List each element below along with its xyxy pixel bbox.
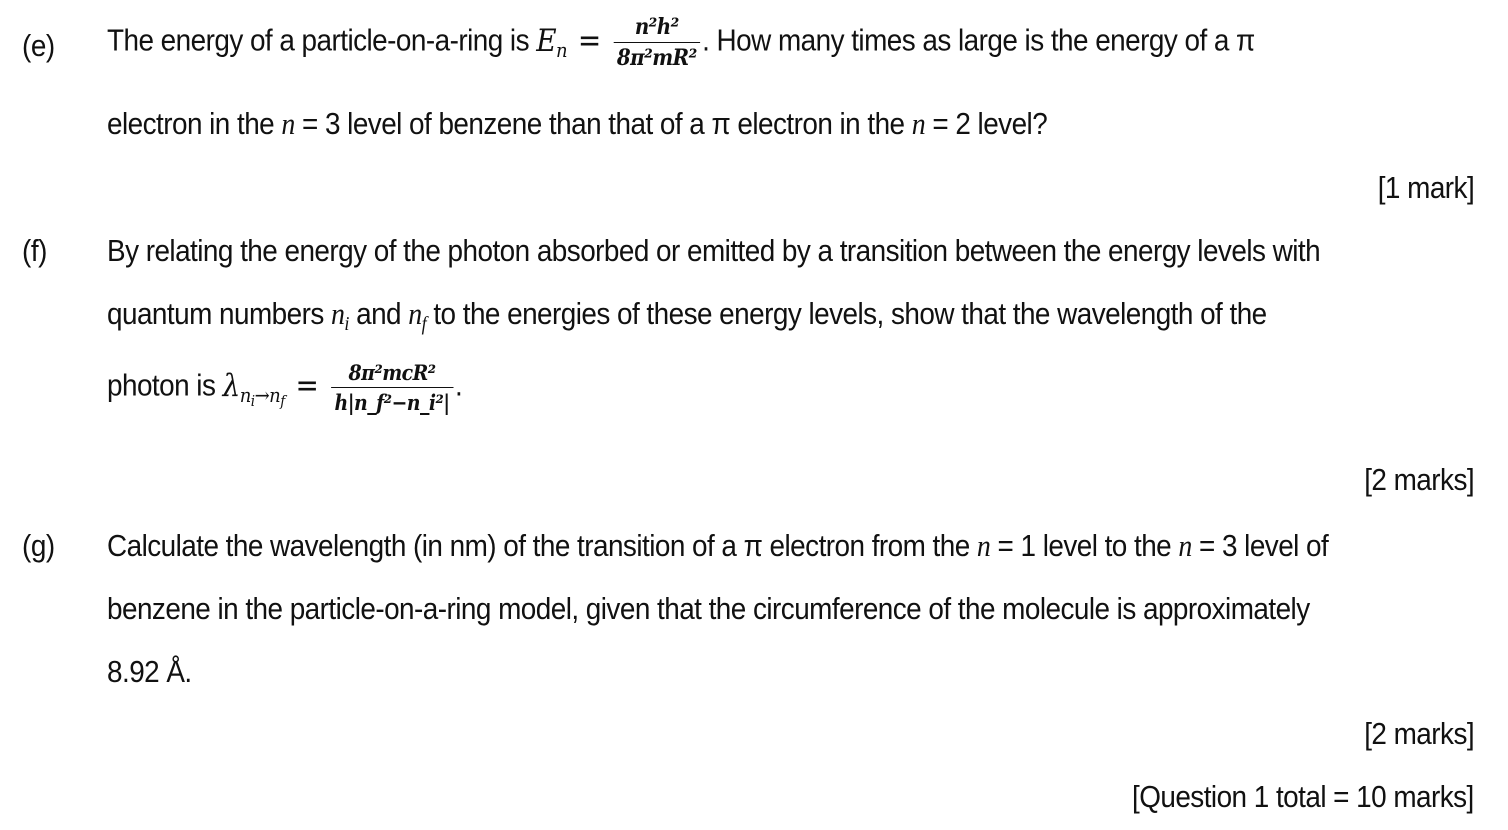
question-f-line-1: By relating the energy of the photon absorbed or emitted by a transition between the energy levels with: [107, 233, 1321, 268]
wavelength-formula-fraction: $\frac{\text{8π²mcR²}}{\text{h|n\_f²−n\_i²|}}$: [331, 360, 453, 415]
question-e-line-1: The energy of a particle-on-a-ring is $E_n$ = $\frac{\text{n²h²}}{\text{8π²mR²}}$ . How many times as large is the energy of a π: [107, 14, 1255, 71]
question-g-line-1: Calculate the wavelength (in nm) of the transition of a π electron from the n = 1 level to the n = 3 level of: [107, 528, 1329, 563]
wavelength-symbol: $\lambda_{n_i\to n_f}$: [222, 367, 285, 410]
question-g-line-3: 8.92 Å.: [107, 654, 192, 689]
question-f-marks: [2 marks]: [1364, 462, 1474, 497]
question-g-line-2: benzene in the particle-on-a-ring model, given that the circumference of the molecule is approximately: [107, 591, 1310, 626]
question-total: [Question 1 total = 10 marks]: [1132, 779, 1474, 814]
question-e-label: (e): [22, 28, 55, 63]
question-e-line-2: electron in the n = 3 level of benzene than that of a π electron in the n = 2 level?: [107, 106, 1048, 141]
question-f-line-2: quantum numbers $n_i$ and $n_f$ to the energies of these energy levels, show that the wavelength of the: [107, 296, 1267, 335]
question-e-marks: [1 mark]: [1377, 170, 1474, 205]
energy-symbol: $E_n$: [536, 22, 568, 62]
question-f-label: (f): [22, 233, 47, 268]
question-g-label: (g): [22, 528, 55, 563]
energy-formula-fraction: $\frac{\text{n²h²}}{\text{8π²mR²}}$: [613, 14, 700, 71]
question-f-line-3: photon is $\lambda_{n_i\to n_f}$ = $\frac{\text{8π²mcR²}}{\text{h|n\_f²−n\_i²|}}$ .: [107, 360, 463, 415]
question-g-marks: [2 marks]: [1364, 716, 1474, 751]
